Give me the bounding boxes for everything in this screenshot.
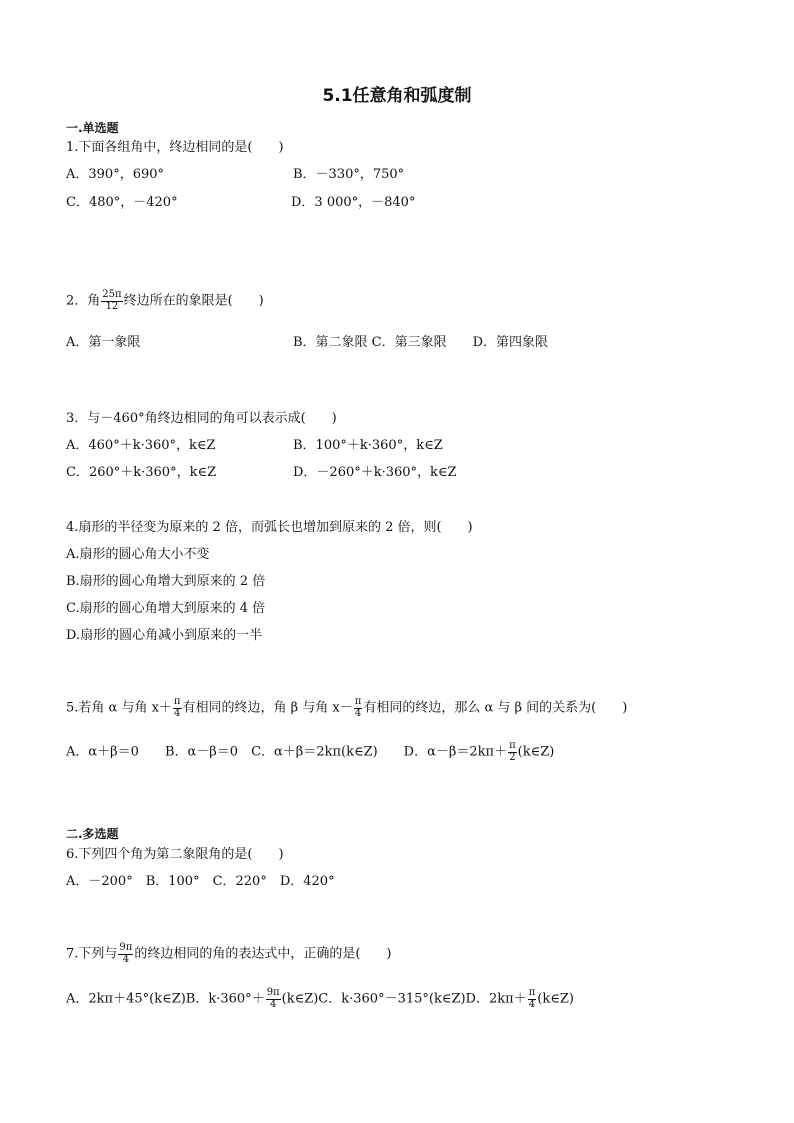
- question-5-options: [66, 741, 554, 763]
- question-1-option-d: D．3 000°，－840°: [291, 195, 416, 210]
- fraction-denominator: 4: [122, 953, 130, 965]
- question-5-stem: [66, 697, 627, 719]
- question-2-option-a: A．第一象限: [66, 335, 141, 350]
- question-3-option-c: C．260°＋k·360°，k∈Z: [66, 465, 217, 480]
- fraction-denominator: 4: [528, 998, 536, 1010]
- question-6-options: A．－200° B．100° C．220° D．420°: [66, 874, 335, 889]
- question-4-option-d: D.扇形的圆心角减小到原来的一半: [66, 628, 263, 643]
- page-title: 5.1任意角和弧度制: [322, 86, 472, 106]
- section-heading-single-choice: 一.单选题: [66, 121, 119, 135]
- question-4-option-b: B.扇形的圆心角增大到原来的 2 倍: [66, 574, 266, 589]
- question-2-prefix: 2．角: [66, 293, 101, 309]
- question-2-options-bcd: B．第二象限 C．第三象限 D．第四象限: [293, 335, 549, 350]
- fraction-denominator: 4: [174, 707, 181, 719]
- question-1-option-a: A．390°，690°: [66, 167, 165, 182]
- question-3-stem: 3．与－460°角终边相同的角可以表示成( ): [66, 411, 337, 426]
- question-1-stem: 1.下面各组角中，终边相同的是( ): [66, 140, 284, 155]
- question-7-stem: [66, 943, 392, 965]
- question-2-suffix: 终边所在的象限是( ): [123, 293, 264, 309]
- question-2-stem: [66, 290, 264, 312]
- question-1-option-c: C．480°，－420°: [66, 195, 178, 210]
- fraction-numerator: π: [354, 696, 362, 707]
- fraction-numerator: π: [173, 696, 181, 707]
- question-5-options-abc: A．α＋β＝0 B．α－β＝0 C．α＋β＝2kπ(k∈Z) D．α－β＝2kπ＋: [66, 744, 508, 760]
- fraction-numerator: π: [509, 740, 516, 751]
- question-5-part1: 5.若角 α 与角 x＋: [66, 700, 172, 716]
- question-4-stem: 4.扇形的半径变为原来的 2 倍，而弧长也增加到原来的 2 倍，则( ): [66, 520, 473, 535]
- question-7-option-b-fraction: [266, 988, 281, 1010]
- question-5-part3: 有相同的终边，那么 α 与 β 间的关系为( ): [363, 700, 628, 716]
- question-6-stem: 6.下列四个角为第二象限角的是( ): [66, 847, 284, 862]
- question-7-option-a-b: A．2kπ＋45°(k∈Z)B．k·360°＋: [66, 991, 265, 1007]
- question-4-option-c: C.扇形的圆心角增大到原来的 4 倍: [66, 601, 266, 616]
- question-4-option-a: A.扇形的圆心角大小不变: [66, 547, 210, 562]
- fraction-numerator: π: [528, 987, 536, 998]
- question-3-option-b: B．100°＋k·360°，k∈Z: [293, 438, 443, 453]
- question-5-fraction-2: [354, 697, 363, 719]
- question-7-fraction: [118, 943, 133, 965]
- fraction-numerator: 9π: [119, 942, 133, 953]
- question-3-option-d: D．－260°＋k·360°，k∈Z: [293, 465, 457, 480]
- question-7-option-d-fraction: [528, 988, 537, 1010]
- question-7-option-c-d: (k∈Z)C．k·360°－315°(k∈Z)D．2kπ＋: [281, 991, 527, 1007]
- question-5-option-d-tail: (k∈Z): [517, 744, 555, 760]
- section-heading-multiple-choice: 二.多选题: [66, 827, 119, 841]
- question-7-option-d-tail: (k∈Z): [537, 991, 574, 1007]
- question-7-options: [66, 988, 574, 1010]
- fraction-denominator: 4: [269, 998, 277, 1010]
- fraction-denominator: 12: [105, 300, 119, 312]
- question-3-option-a: A．460°＋k·360°，k∈Z: [66, 438, 216, 453]
- question-5-option-d-fraction: [508, 741, 517, 763]
- question-5-part2: 有相同的终边，角 β 与角 x－: [182, 700, 353, 716]
- question-1-option-b: B．－330°，750°: [293, 167, 405, 182]
- fraction-denominator: 2: [509, 751, 516, 763]
- question-7-suffix: 的终边相同的角的表达式中，正确的是( ): [134, 946, 392, 962]
- fraction-denominator: 4: [354, 707, 362, 719]
- fraction-numerator: 25π: [102, 289, 122, 300]
- question-2-fraction: [101, 290, 122, 312]
- question-5-fraction-1: [173, 697, 182, 719]
- fraction-numerator: 9π: [266, 987, 280, 998]
- question-7-prefix: 7.下列与: [66, 946, 118, 962]
